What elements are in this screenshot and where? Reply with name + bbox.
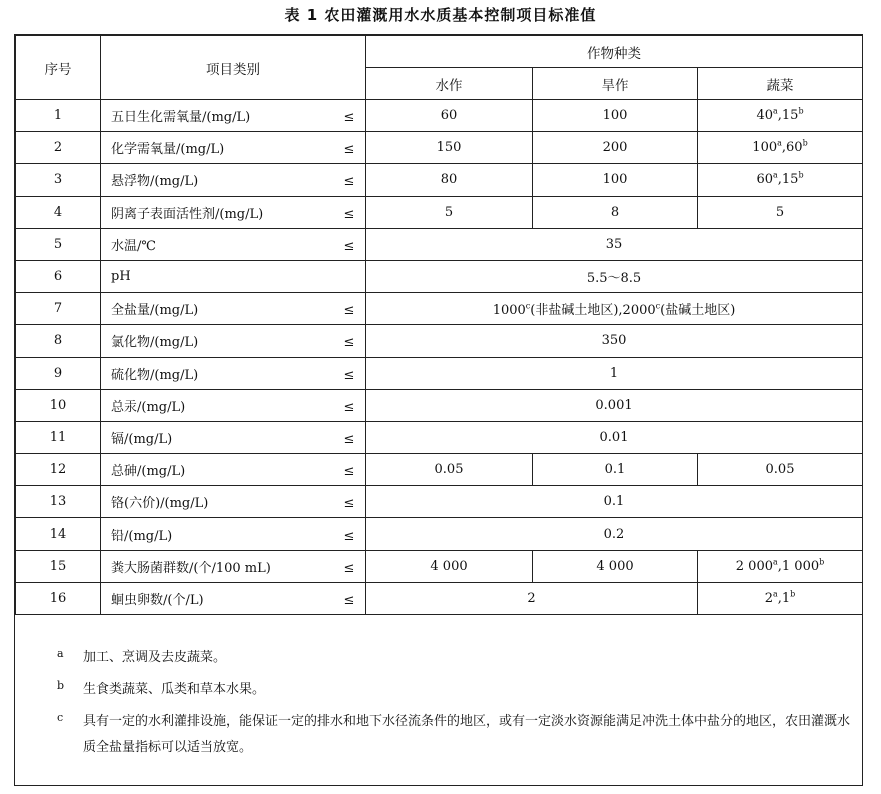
cell-paddy: 5 bbox=[366, 196, 533, 228]
item-label: 蛔虫卵数/(个/L) bbox=[111, 592, 204, 608]
cell-seq: 8 bbox=[16, 325, 101, 357]
cell-item bbox=[101, 228, 366, 260]
item-label: 硫化物/(mg/L) bbox=[111, 367, 199, 383]
item-label: 镉/(mg/L) bbox=[111, 431, 173, 447]
operator-le: ≤ bbox=[343, 174, 355, 190]
footnote-ref: a bbox=[772, 171, 778, 181]
footnote-ref: a bbox=[772, 589, 778, 599]
cell-value: ,15 bbox=[777, 172, 799, 188]
cell-all-crops: 5.5～8.5 bbox=[366, 260, 863, 292]
cell-paddy: 60 bbox=[366, 100, 533, 132]
operator-le: ≤ bbox=[343, 335, 355, 351]
item-label: 阴离子表面活性剂/(mg/L) bbox=[111, 206, 264, 222]
item-label: 总汞/(mg/L) bbox=[111, 399, 186, 415]
cell-value: ,1 000 bbox=[777, 558, 820, 574]
cell-vegetable bbox=[698, 582, 863, 614]
cell-item bbox=[101, 293, 366, 325]
cell-vegetable bbox=[698, 196, 863, 228]
cell-item bbox=[101, 454, 366, 486]
footnote-ref: b bbox=[819, 557, 825, 567]
footnote-ref: a bbox=[772, 106, 778, 116]
operator-le: ≤ bbox=[343, 367, 355, 383]
item-label: 全盐量/(mg/L) bbox=[111, 303, 199, 319]
table-frame bbox=[14, 34, 863, 786]
operator-le: ≤ bbox=[343, 110, 355, 126]
cell-item bbox=[101, 357, 366, 389]
cell-all-crops: 35 bbox=[366, 228, 863, 260]
cell-paddy: 0.05 bbox=[366, 454, 533, 486]
cell-dry: 100 bbox=[533, 164, 698, 196]
operator-le: ≤ bbox=[343, 206, 355, 222]
cell-item bbox=[101, 164, 366, 196]
cell-item bbox=[101, 421, 366, 453]
item-label: 五日生化需氧量/(mg/L) bbox=[111, 110, 251, 126]
header-crop-dry: 旱作 bbox=[533, 68, 698, 100]
cell-value: ,60 bbox=[781, 140, 803, 156]
table-row bbox=[16, 260, 863, 292]
cell-all-crops: 0.2 bbox=[366, 518, 863, 550]
table-row bbox=[16, 389, 863, 421]
table-row bbox=[16, 100, 863, 132]
footnote-ref: a bbox=[772, 557, 778, 567]
operator-le: ≤ bbox=[343, 399, 355, 415]
operator-le: ≤ bbox=[343, 464, 355, 480]
cell-value: 40 bbox=[756, 108, 773, 124]
cell-vegetable bbox=[698, 550, 863, 582]
cell-dry: 200 bbox=[533, 132, 698, 164]
footnote-ref: b bbox=[802, 138, 808, 148]
footnote-ref: b bbox=[798, 171, 804, 181]
footnote-ref: b bbox=[798, 106, 804, 116]
cell-seq: 13 bbox=[16, 486, 101, 518]
cell-all-crops: 1 bbox=[366, 357, 863, 389]
cell-value: 60 bbox=[756, 172, 773, 188]
cell-vegetable bbox=[698, 454, 863, 486]
header-item: 项目类别 bbox=[101, 36, 366, 100]
footnote-mark: b bbox=[57, 679, 65, 692]
cell-value: 5 bbox=[775, 204, 785, 220]
table-row bbox=[16, 518, 863, 550]
operator-le: ≤ bbox=[343, 238, 355, 254]
operator-le: ≤ bbox=[343, 560, 355, 576]
table-row bbox=[16, 132, 863, 164]
item-label: 氯化物/(mg/L) bbox=[111, 335, 199, 351]
cell-dry: 8 bbox=[533, 196, 698, 228]
cell-vegetable bbox=[698, 132, 863, 164]
standards-table bbox=[15, 35, 863, 615]
item-label: 总砷/(mg/L) bbox=[111, 464, 186, 480]
cell-all-crops: 0.1 bbox=[366, 486, 863, 518]
footnote-mark: a bbox=[57, 647, 64, 660]
table-row bbox=[16, 454, 863, 486]
footnote-ref: b bbox=[790, 589, 796, 599]
cell-item bbox=[101, 100, 366, 132]
cell-paddy: 80 bbox=[366, 164, 533, 196]
table-row bbox=[16, 357, 863, 389]
table-title: 表 1 农田灌溉用水水质基本控制项目标准值 bbox=[284, 6, 597, 24]
table-row bbox=[16, 164, 863, 196]
item-label: 铅/(mg/L) bbox=[111, 528, 173, 544]
table-row bbox=[16, 582, 863, 614]
cell-seq: 6 bbox=[16, 260, 101, 292]
item-label: 粪大肠菌群数/(个/100 mL) bbox=[111, 560, 271, 576]
header-crop-paddy: 水作 bbox=[366, 68, 533, 100]
operator-le: ≤ bbox=[343, 142, 355, 158]
footnote-ref: a bbox=[777, 138, 782, 148]
cell-value: ,1 bbox=[777, 590, 791, 606]
cell-dry: 4 000 bbox=[533, 550, 698, 582]
cell-seq: 7 bbox=[16, 293, 101, 325]
cell-value: ,15 bbox=[777, 108, 799, 124]
cell-paddy-dry: 2 bbox=[366, 582, 698, 614]
cell-seq: 14 bbox=[16, 518, 101, 550]
cell-item bbox=[101, 196, 366, 228]
cell-vegetable bbox=[698, 164, 863, 196]
cell-seq: 3 bbox=[16, 164, 101, 196]
footnote-ref: c bbox=[655, 301, 661, 311]
table-row bbox=[16, 486, 863, 518]
cell-value: (盐碱土地区) bbox=[660, 303, 736, 319]
cell-value: 1000 bbox=[492, 303, 526, 319]
operator-le: ≤ bbox=[343, 528, 355, 544]
header-crop-type: 作物种类 bbox=[366, 36, 863, 68]
cell-value: 0.05 bbox=[765, 462, 795, 478]
cell-dry: 100 bbox=[533, 100, 698, 132]
cell-seq: 15 bbox=[16, 550, 101, 582]
header-row-1 bbox=[16, 36, 863, 68]
table-row bbox=[16, 421, 863, 453]
item-label: 化学需氧量/(mg/L) bbox=[111, 142, 225, 158]
table-row bbox=[16, 196, 863, 228]
cell-value: 100 bbox=[752, 140, 778, 156]
cell-seq: 9 bbox=[16, 357, 101, 389]
cell-seq: 2 bbox=[16, 132, 101, 164]
cell-all-crops: 350 bbox=[366, 325, 863, 357]
cell-item bbox=[101, 260, 366, 292]
cell-item bbox=[101, 518, 366, 550]
cell-item bbox=[101, 132, 366, 164]
footnote-text: 生食类蔬菜、瓜类和草本水果。 bbox=[83, 682, 266, 697]
cell-paddy: 4 000 bbox=[366, 550, 533, 582]
operator-le: ≤ bbox=[343, 496, 355, 512]
cell-value: 2 000 bbox=[735, 558, 773, 574]
footnote-mark: c bbox=[57, 711, 64, 724]
operator-le: ≤ bbox=[343, 431, 355, 447]
cell-paddy: 150 bbox=[366, 132, 533, 164]
cell-seq: 5 bbox=[16, 228, 101, 260]
item-label: 水温/℃ bbox=[111, 238, 156, 254]
cell-seq: 11 bbox=[16, 421, 101, 453]
cell-dry: 0.1 bbox=[533, 454, 698, 486]
cell-seq: 10 bbox=[16, 389, 101, 421]
cell-all-crops: 0.001 bbox=[366, 389, 863, 421]
cell-item bbox=[101, 582, 366, 614]
cell-item bbox=[101, 389, 366, 421]
cell-item bbox=[101, 486, 366, 518]
cell-item bbox=[101, 325, 366, 357]
cell-all-crops: 0.01 bbox=[366, 421, 863, 453]
item-label: 铬(六价)/(mg/L) bbox=[111, 496, 209, 512]
cell-seq: 12 bbox=[16, 454, 101, 486]
footnote-text: 具有一定的水利灌排设施，能保证一定的排水和地下水径流条件的地区，或有一定淡水资源能满足冲洗土体中盐分的地区，农田灌溉水质全盐量指标可以适当放宽。 bbox=[83, 714, 851, 755]
item-label: 悬浮物/(mg/L) bbox=[111, 174, 199, 190]
table-row bbox=[16, 293, 863, 325]
operator-le: ≤ bbox=[343, 303, 355, 319]
footnote-ref: c bbox=[525, 301, 531, 311]
cell-all-crops bbox=[366, 293, 863, 325]
table-row bbox=[16, 550, 863, 582]
item-label: pH bbox=[111, 269, 131, 285]
table-row bbox=[16, 228, 863, 260]
table-row bbox=[16, 325, 863, 357]
cell-item bbox=[101, 550, 366, 582]
cell-seq: 1 bbox=[16, 100, 101, 132]
cell-seq: 16 bbox=[16, 582, 101, 614]
header-crop-vegetable: 蔬菜 bbox=[698, 68, 863, 100]
cell-seq: 4 bbox=[16, 196, 101, 228]
header-seq: 序号 bbox=[16, 36, 101, 100]
cell-vegetable bbox=[698, 100, 863, 132]
operator-le: ≤ bbox=[343, 592, 355, 608]
footnote-text: 加工、烹调及去皮蔬菜。 bbox=[83, 650, 227, 665]
cell-value: (非盐碱土地区),2000 bbox=[530, 303, 656, 319]
cell-value: 2 bbox=[764, 590, 773, 606]
